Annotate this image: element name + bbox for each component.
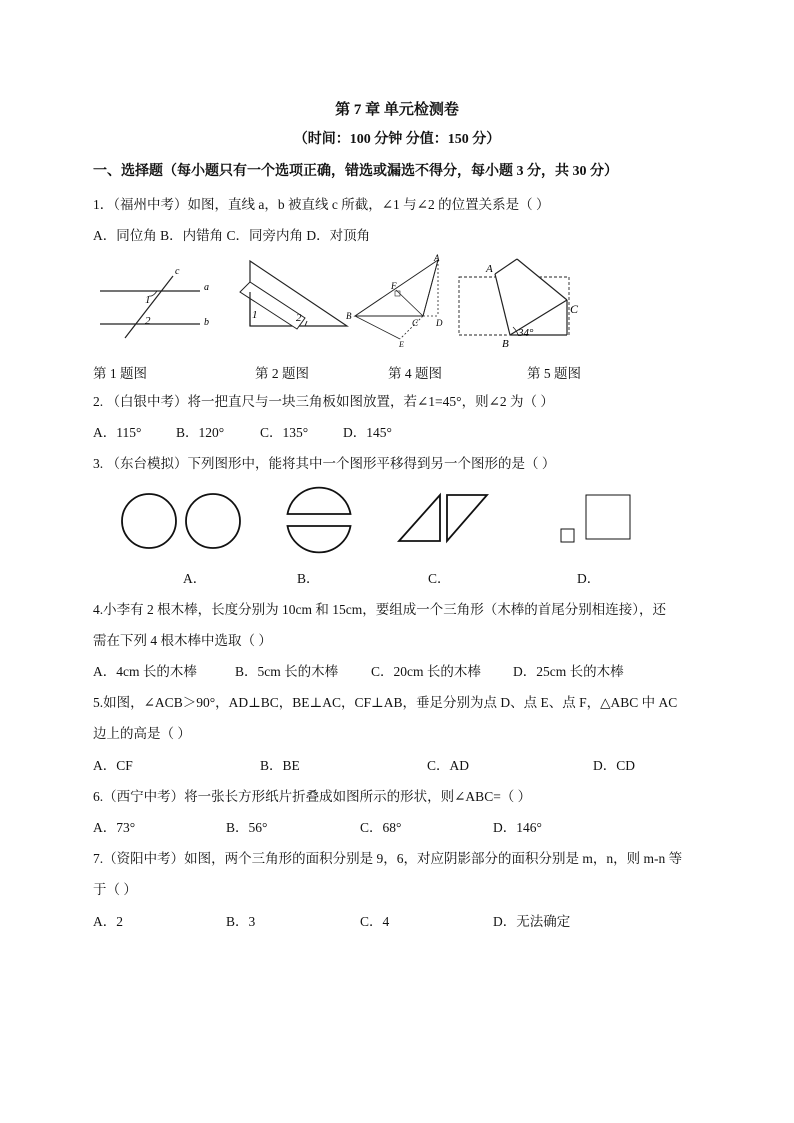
question-3-option-d: D．: [577, 571, 601, 586]
label-angle-34: 34°: [518, 327, 534, 339]
question-6-option-c: C．68°: [360, 820, 402, 835]
question-6-stem: 6.（西宁中考）将一张长方形纸片折叠成如图所示的形状，则∠ABC=（ ）: [93, 789, 532, 804]
label-c: c: [175, 266, 180, 277]
question-2-option-b: B．120°: [176, 425, 225, 440]
figure-2-caption: 第 2 题图: [255, 366, 309, 381]
figure-3a-two-circles: [118, 488, 246, 554]
question-4-stem-line2: 需在下列 4 根木棒中选取（ ）: [93, 633, 272, 648]
question-6-option-b: B．56°: [226, 820, 268, 835]
label-angle-1: 1: [252, 309, 258, 321]
question-7-option-d: D．无法确定: [493, 914, 571, 929]
figure-4-labels: [345, 254, 465, 349]
question-3-option-b: B．: [297, 571, 320, 586]
figure-5-labels: [455, 255, 585, 350]
question-3-option-c: C．: [428, 571, 451, 586]
label-F: F: [391, 281, 397, 291]
question-5-option-a: A．CF: [93, 758, 133, 773]
section-heading: 一、选择题（每小题只有一个选项正确，错选或漏选不得分，每小题 3 分，共 30 分）: [93, 164, 618, 179]
question-3-option-a: A．: [183, 571, 207, 586]
exam-info: （时间：100 分钟 分值：150 分）: [293, 132, 501, 147]
figure-2-labels: [245, 258, 355, 338]
question-5-option-b: B．BE: [260, 758, 300, 773]
figure-1-labels: [95, 262, 225, 342]
page-title: 第 7 章 单元检测卷: [335, 102, 459, 118]
question-1-options: A．同位角 B．内错角 C．同旁内角 D．对顶角: [93, 228, 371, 243]
question-4-option-d: D．25cm 长的木棒: [513, 664, 624, 679]
figure-3d-two-squares: [558, 492, 634, 544]
figure-5-caption: 第 5 题图: [527, 366, 581, 381]
question-5-stem-line2: 边上的高是（ ）: [93, 726, 191, 741]
question-7-option-b: B．3: [226, 914, 256, 929]
question-4-stem-line1: 4.小李有 2 根木棒，长度分别为 10cm 和 15cm，要组成一个三角形（木棒的首尾分别相连接），还: [93, 602, 666, 617]
question-7-option-c: C．4: [360, 914, 390, 929]
label-a: a: [204, 282, 209, 293]
label-B: B: [502, 338, 509, 350]
label-A: A: [434, 253, 440, 263]
label-angle-2: 2: [296, 312, 302, 324]
label-B: B: [346, 311, 352, 321]
question-2-option-c: C．135°: [260, 425, 309, 440]
label-D: D: [436, 318, 443, 328]
label-angle-2: 2: [145, 315, 151, 327]
label-C: C: [412, 318, 419, 328]
question-2-stem: 2. （白银中考）将一把直尺与一块三角板如图放置，若∠1=45°，则∠2 为（ ）: [93, 394, 554, 409]
question-4-option-c: C．20cm 长的木棒: [371, 664, 481, 679]
question-5-stem-line1: 5.如图，∠ACB＞90°，AD⊥BC，BE⊥AC，CF⊥AB，垂足分别为点 D、点 E、点 F，△ABC 中 AC: [93, 695, 678, 710]
question-6-option-a: A．73°: [93, 820, 136, 835]
label-E: E: [399, 340, 404, 349]
figure-3b-split-circle: [284, 486, 354, 556]
question-5-option-c: C．AD: [427, 758, 470, 773]
question-3-stem: 3. （东台模拟）下列图形中，能将其中一个图形平移得到另一个图形的是（ ）: [93, 456, 556, 471]
label-b: b: [204, 317, 209, 328]
question-6-option-d: D．146°: [493, 820, 542, 835]
question-7-stem-line2: 于（ ）: [93, 882, 137, 897]
figure-4-caption: 第 4 题图: [388, 366, 442, 381]
question-2-option-a: A．115°: [93, 425, 142, 440]
question-1-stem: 1．（福州中考）如图，直线 a，b 被直线 c 所截，∠1 与∠2 的位置关系是（ ）: [93, 197, 550, 212]
question-2-option-d: D．145°: [343, 425, 392, 440]
label-C: C: [570, 302, 579, 316]
figure-3c-two-triangles: [396, 492, 490, 544]
figure-1-caption: 第 1 题图: [93, 366, 147, 381]
label-angle-1: 1: [145, 294, 151, 306]
question-7-option-a: A．2: [93, 914, 123, 929]
label-A: A: [486, 263, 493, 275]
question-7-stem-line1: 7.（资阳中考）如图，两个三角形的面积分别是 9，6，对应阴影部分的面积分别是 m，n，则 m-n 等: [93, 851, 683, 866]
question-4-option-b: B．5cm 长的木棒: [235, 664, 339, 679]
question-5-option-d: D．CD: [593, 758, 636, 773]
question-4-option-a: A．4cm 长的木棒: [93, 664, 197, 679]
